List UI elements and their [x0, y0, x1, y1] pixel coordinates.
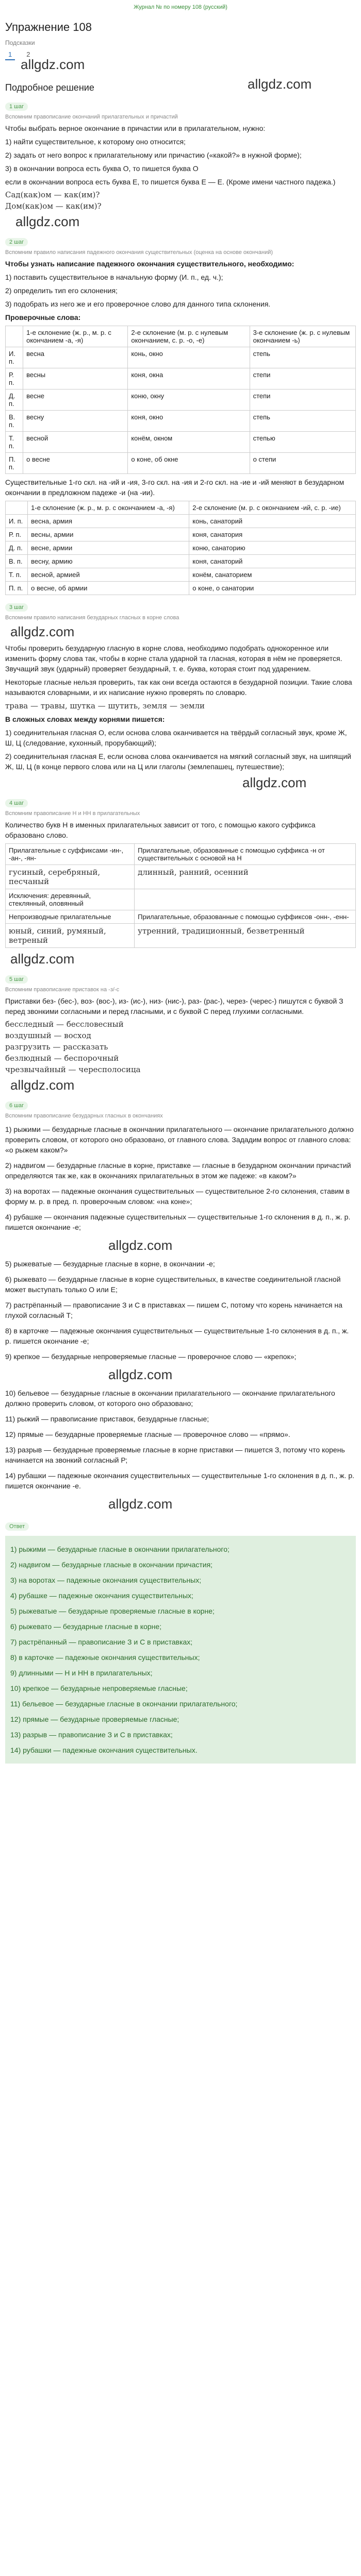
watermark: allgdz.com [108, 1238, 173, 1253]
table-cell: И. п. [6, 347, 23, 368]
table-header-cell: 2-е склонение (м. р. с нулевым окончанием, с. р. -о, -е) [128, 326, 250, 347]
solution-title: Подробное решение [5, 82, 94, 93]
answer-item: 8) в карточке — падежные окончания существительных; [10, 1653, 200, 1662]
table-cell: конь, санаторий [189, 515, 356, 528]
table-cell: И. п. [6, 515, 28, 528]
list-item: 8) в карточке — падежные окончания существительных — существительные 1-го склонения в д. п., ж. р. пишется окончание -е; [5, 1327, 349, 1345]
list-item: 2) надвигом — безударные гласные в корне, приставке — гласные в безударном окончании причастий определяются так же, как в окончаниях прилагательных в этом же падеже: «в каком?» [5, 1161, 351, 1180]
answer-item: 13) разрыв — правописание З и С в приставках; [10, 1731, 173, 1739]
table-cell: весна [23, 347, 128, 368]
paragraph: если в окончании вопроса есть буква Е, то пишется буква Е — Е. (Кроме имени частного падежа.) [5, 178, 336, 186]
table-header-cell [6, 326, 23, 347]
paragraph: Чтобы выбрать верное окончание в причастии или в прилагательном, нужно: [5, 124, 266, 132]
watermark: allgdz.com [21, 57, 85, 72]
step-badge: 4 шаг [5, 799, 28, 807]
table-header-cell: 1-е склонение (ж. р., м. р. с окончанием -а, -я) [23, 326, 128, 347]
example: Сад(как)ом — как(им)? [5, 190, 100, 199]
table-row [6, 568, 356, 582]
watermark: allgdz.com [10, 1077, 75, 1093]
table-header-cell: 1-е склонение (ж. р., м. р. с окончанием -а, -я) [28, 501, 189, 515]
table-cell: Р. п. [6, 368, 23, 389]
table-cell: весны, армии [28, 528, 189, 541]
table-row [6, 432, 356, 453]
table-row [6, 411, 356, 432]
example: безлюдный — беспорочный [5, 1054, 119, 1063]
table-cell: конём, санаторием [189, 568, 356, 582]
table-cell: степи [250, 389, 355, 411]
example: чрезвычайный — чересполосица [5, 1065, 141, 1074]
paragraph: Существительные 1-го скл. на -ий и -ия, 3-го скл. на -ия и 2-го скл. на -ие и -ий меняют в безударном окончании в предложном падеже -и (на -ии). [5, 478, 344, 497]
answer-item: 7) растрёпанный — правописание З и С в приставках; [10, 1638, 193, 1646]
page-title: Упражнение 108 [5, 21, 92, 33]
table-cell: Прилагательные с суффиксами -ин-, -ан-, -ян- [6, 844, 135, 865]
answer-item: 1) рыжими — безударные гласные в окончании прилагательного; [10, 1545, 229, 1553]
table-cell: Т. п. [6, 568, 28, 582]
table-header-cell: 2-е склонение (м. р. с окончанием -ий, с. р. -ие) [189, 501, 356, 515]
table-row [6, 910, 356, 924]
table-row [6, 582, 356, 595]
table-cell: Прилагательные, образованные с помощью суффикса -н от существительных с основой на Н [135, 844, 356, 865]
table-header-cell [6, 501, 28, 515]
paragraph: 3) подобрать из него же и его проверочное слово для данного типа склонения. [5, 300, 271, 308]
table-row [6, 515, 356, 528]
list-item: 4) рубашке — окончания падежные существительных — существительные 1-го склонения в д. п., ж. р. пишется окончание -е; [5, 1213, 351, 1231]
table-cell: Д. п. [6, 541, 28, 555]
paragraph: 2) задать от него вопрос к прилагательному или причастию («какой?» в нужной форме); [5, 151, 302, 159]
example: воздушный — восход [5, 1031, 91, 1040]
table-header-cell: 3-е склонение (ж. р. с нулевым окончанием -ь) [250, 326, 355, 347]
table-cell: П. п. [6, 453, 23, 474]
list-item: 9) крепкое — безударные непроверяемые гласные — проверочное слово — «крепок»; [5, 1352, 297, 1361]
step-badge: 1 шаг [5, 103, 28, 111]
table-cell: о степи [250, 453, 355, 474]
example: разгрузить — рассказать [5, 1042, 108, 1052]
answer-item: 9) длинными — Н и НН в прилагательных; [10, 1669, 153, 1677]
table-cell: Р. п. [6, 528, 28, 541]
suffix-table [5, 843, 356, 948]
paragraph: Количество букв Н в именных прилагательных зависит от того, с помощью какого суффикса образовано слово. [5, 821, 316, 839]
watermark: allgdz.com [108, 1496, 173, 1512]
answer-item: 5) рыжеватые — безударные проверяемые гласные в корне; [10, 1607, 215, 1615]
table-row [6, 541, 356, 555]
paragraph: Приставки без- (бес-), воз- (вос-), из- (ис-), низ- (нис-), раз- (рас-), через- (черес-) пишутся с буквой З перед звонкими согласными и перед гласными, и с буквой С перед глухими согласными. [5, 997, 343, 1015]
answer-item: 4) рубашке — падежные окончания существительных; [10, 1591, 193, 1600]
table-cell [135, 889, 356, 910]
step-badge: 6 шаг [5, 1101, 28, 1110]
watermark: allgdz.com [15, 214, 80, 229]
table-heading: Проверочные слова: [5, 313, 81, 321]
table-cell: степь [250, 347, 355, 368]
paragraph: Чтобы узнать написание падежного окончания существительного, необходимо: [5, 260, 294, 268]
list-item: 14) рубашки — падежные окончания существительных — существительные 1-го склонения в д. п., ж. р. пишется окончание -е. [5, 1471, 354, 1490]
step-badge: 3 шаг [5, 603, 28, 612]
table-cell: степи [250, 368, 355, 389]
table-cell: весна, армия [28, 515, 189, 528]
answer-item: 6) рыжевато — безударные гласные в корне; [10, 1622, 162, 1631]
table-cell: коня, санатория [189, 528, 356, 541]
table-cell: гусиный, серебряный, песчаный [6, 865, 135, 889]
step-caption: Вспомним правило написания падежного окончания существительных (оценка на основе окончаний) [5, 249, 273, 256]
list-item: 12) прямые — безударные проверяемые гласные — проверочное слово — «прямо». [5, 1430, 290, 1438]
table-cell: о коне, об окне [128, 453, 250, 474]
watermark: allgdz.com [248, 76, 312, 92]
paragraph: 1) поставить существительное в начальную форму (И. п., ед. ч.); [5, 273, 223, 281]
table-cell: П. п. [6, 582, 28, 595]
table-cell: юный, синий, румяный, ветреный [6, 924, 135, 948]
declension-table [5, 326, 356, 474]
list-item: 5) рыжеватые — безударные гласные в корне, в окончании -е; [5, 1260, 215, 1268]
top-banner[interactable]: Журнал № по номеру 108 (русский) [134, 4, 227, 10]
table-row [6, 555, 356, 568]
table-row [6, 924, 356, 948]
paragraph: Некоторые гласные нельзя проверить, так как они всегда остаются в безударной позиции. Такие слова называются словарными, и их написание нужно проверять по словарю. [5, 678, 352, 697]
declension-table-2 [5, 501, 356, 595]
answer-badge: Ответ [5, 1522, 29, 1531]
list-item: 10) бельевое — безударные гласные в окончании прилагательного — окончание прилагательного должно проверить словом, от которого оно образовано; [5, 1389, 335, 1408]
table-cell: о весне [23, 453, 128, 474]
table-cell: коня, окно [128, 411, 250, 432]
table-cell: о весне, об армии [28, 582, 189, 595]
step-badge: 5 шаг [5, 975, 28, 984]
step-caption: Вспомним правило написания безударных гласных в корне слова [5, 615, 179, 621]
table-cell: коню, окну [128, 389, 250, 411]
paragraph: 2) соединительная гласная Е, если основа слова оканчивается на мягкий согласный звук, на шипящий Ж, Ш, Ц (в конце первого слова или на Ц или глаголы (землепашец, путешествие); [5, 752, 351, 771]
table-cell: весной, армией [28, 568, 189, 582]
table-row [6, 528, 356, 541]
table-cell: В. п. [6, 411, 23, 432]
list-item: 1) рыжими — безударные гласные в окончании прилагательного — окончание прилагательного должно проверить словом, от которого оно образовано, от главного слова. Зададим вопрос от главного слова: «о рыжем каком?» [5, 1125, 354, 1154]
table-cell: степью [250, 432, 355, 453]
table-cell: коня, окна [128, 368, 250, 389]
hints-label: Подсказки [5, 39, 35, 46]
list-item: 3) на воротах — падежные окончания существительных — существительное 2-го склонения, ставим в форму м. р. в пред. п. проверочным словом: «на коне»; [5, 1187, 350, 1206]
list-item: 6) рыжевато — безударные гласные в корне существительных, в качестве соединительной гласной может выступать только О или Е; [5, 1275, 341, 1294]
paragraph: Чтобы проверить безударную гласную в корне слова, необходимо подобрать однокоренное или изменить форму слова так, чтобы в корне стала ударной та гласная, которая в нём не проверяется. Звучащий звук (ударный) проверяет безударный, т. е. буква, которая стоит под ударением. [5, 644, 342, 673]
table-cell: коня, санаторий [189, 555, 356, 568]
table-cell: Д. п. [6, 389, 23, 411]
table-cell: Прилагательные, образованные с помощью суффиксов -онн-, -енн- [135, 910, 356, 924]
step-caption: Вспомним правописание приставок на -з/-с [5, 987, 120, 993]
paragraph: 3) в окончании вопроса есть буква О, то пишется буква О [5, 164, 199, 173]
table-cell: степь [250, 411, 355, 432]
table-cell: весну, армию [28, 555, 189, 568]
table-row [6, 347, 356, 368]
table-cell: конём, окном [128, 432, 250, 453]
table-cell: Исключения: деревянный, стеклянный, оловянный [6, 889, 135, 910]
watermark: allgdz.com [10, 951, 75, 967]
example: Дом(как)ом — как(им)? [5, 201, 102, 211]
answer-item: 11) бельевое — безударные гласные в окончании прилагательного; [10, 1700, 238, 1708]
table-row [6, 889, 356, 910]
table-cell: весну [23, 411, 128, 432]
answer-item: 14) рубашки — падежные окончания существительных. [10, 1746, 198, 1754]
table-row [6, 389, 356, 411]
table-row [6, 844, 356, 865]
table-cell: весне, армии [28, 541, 189, 555]
table-cell: конь, окно [128, 347, 250, 368]
table-row [6, 368, 356, 389]
paragraph: 1) найти существительное, к которому оно относится; [5, 138, 186, 146]
answer-item: 3) на воротах — падежные окончания существительных; [10, 1576, 202, 1584]
table-cell: весной [23, 432, 128, 453]
list-item: 11) рыжий — правописание приставок, безударные гласные; [5, 1415, 209, 1423]
tab-2[interactable]: 2 [26, 50, 30, 58]
table-cell: утренний, традиционный, безветренный [135, 924, 356, 948]
paragraph: 1) соединительная гласная О, если основа слова оканчивается на твёрдый согласный звук, кроме Ж, Ш, Ц (следование, кухонный, прорубающий); [5, 728, 347, 747]
list-item: 7) растрёпанный — правописание З и С в приставках — пишем С, потому что корень начинается на глухой согласный Т; [5, 1301, 342, 1319]
table-row [6, 865, 356, 889]
step-badge: 2 шаг [5, 238, 28, 246]
table-cell: о коне, о санатории [189, 582, 356, 595]
list-item: 13) разрыв — безударные проверяемые гласные в корне приставки — пишется З, потому что корень начинается на звонкий согласный Р; [5, 1446, 345, 1464]
paragraph: В сложных словах между корнями пишется: [5, 715, 165, 723]
table-cell: весны [23, 368, 128, 389]
table-cell: Непроизводные прилагательные [6, 910, 135, 924]
table-cell: коню, санаторию [189, 541, 356, 555]
answer-item: 12) прямые — безударные проверяемые гласные; [10, 1715, 179, 1723]
answer-item: 10) крепкое — безударные непроверяемые гласные; [10, 1684, 188, 1692]
solution-section [5, 76, 356, 1767]
tab-1[interactable]: 1 [5, 49, 15, 60]
example: бесследный — бессловесный [5, 1020, 124, 1029]
answer-item: 2) надвигом — безударные гласные в окончании причастия; [10, 1561, 213, 1569]
table-cell: В. п. [6, 555, 28, 568]
watermark: allgdz.com [242, 775, 307, 790]
watermark: allgdz.com [10, 624, 75, 639]
step-caption: Вспомним правописание Н и НН в прилагательных [5, 810, 140, 817]
table-cell: Т. п. [6, 432, 23, 453]
table-header-row [6, 501, 356, 515]
step-caption: Вспомним правописание окончаний прилагательных и причастий [5, 114, 178, 120]
watermark: allgdz.com [108, 1367, 173, 1382]
table-cell: весне [23, 389, 128, 411]
answer-box [5, 1536, 356, 1764]
paragraph: 2) определить тип его склонения; [5, 286, 118, 295]
table-row [6, 453, 356, 474]
table-header-row [6, 326, 356, 347]
table-cell: длинный, ранний, осенний [135, 865, 356, 889]
step-caption: Вспомним правописание безударных гласных в окончаниях [5, 1113, 163, 1119]
paragraph: трава — травы, шутка — шутить, земля — земли [5, 701, 205, 710]
